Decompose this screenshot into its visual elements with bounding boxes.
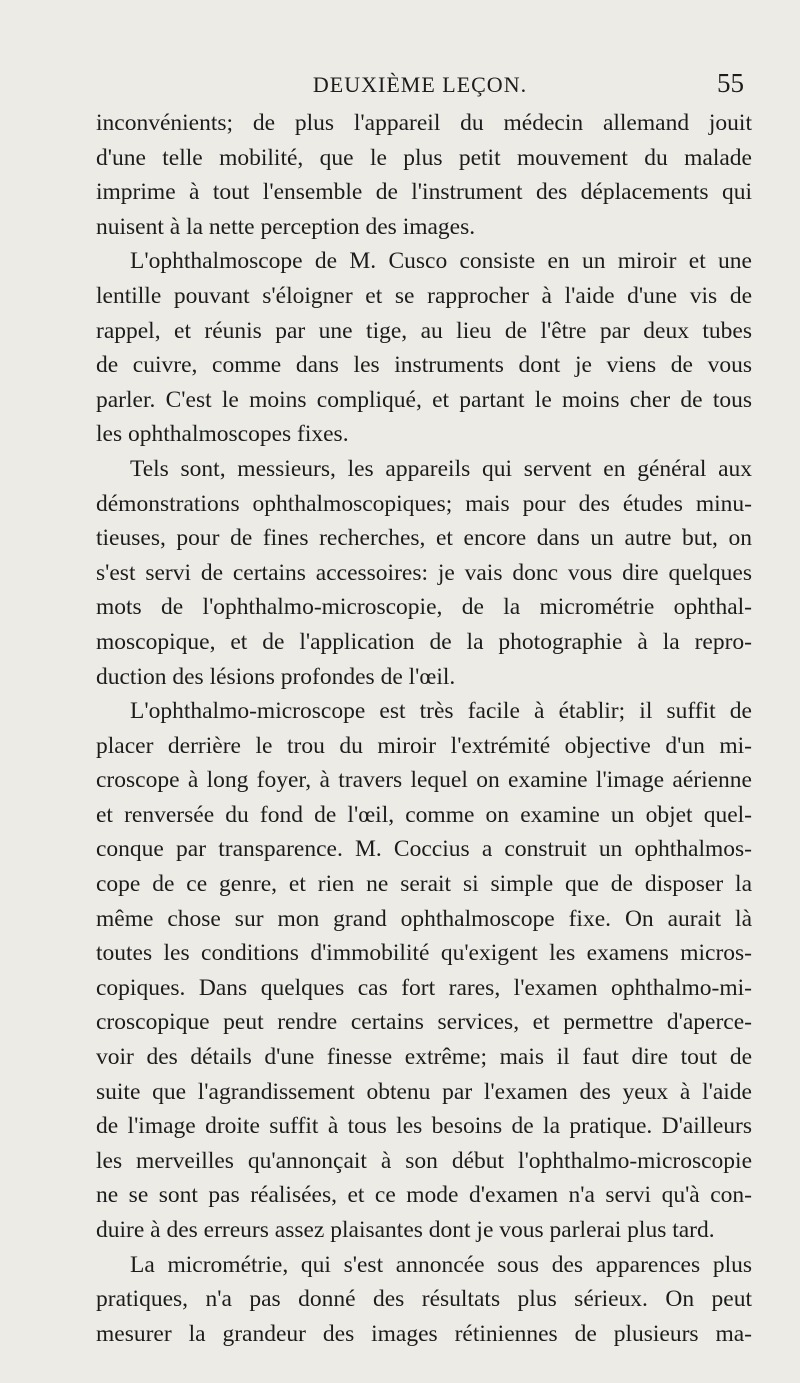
text-line: cope de ce genre, et rien ne serait si simple que de disposer la — [96, 871, 752, 898]
text-line: et renversée du fond de l'œil, comme on examine un objet quel- — [96, 801, 752, 828]
text-line: de cuivre, comme dans les instruments dont je viens de vous — [96, 352, 752, 379]
text-line: tieuses, pour de fines recherches, et encore dans un autre but, on — [96, 525, 752, 552]
page-number: 55 — [717, 68, 744, 98]
text-line: s'est servi de certains accessoires: je vais donc vous dire quelques — [96, 559, 752, 586]
paragraph-start-line: L'ophthalmo-microscope est très facile à établir; il suffit de — [130, 698, 752, 725]
chapter-heading: DEUXIÈME LEÇON. — [312, 72, 528, 97]
text-line: imprime à tout l'ensemble de l'instrument des déplacements qui — [96, 179, 752, 206]
text-line: suite que l'agrandissement obtenu par l'examen des yeux à l'aide — [96, 1078, 752, 1105]
text-line: démonstrations ophthalmoscopiques; mais pour des études minu- — [96, 490, 752, 517]
text-line: croscopique peut rendre certains services, et permettre d'aperce- — [96, 1009, 752, 1036]
text-line: croscope à long foyer, à travers lequel on examine l'image aérienne — [96, 767, 752, 794]
text-line: voir des détails d'une finesse extrême; mais il faut dire tout de — [96, 1044, 752, 1071]
text-line: toutes les conditions d'immobilité qu'exigent les examens micros- — [96, 940, 752, 967]
text-line: conque par transparence. M. Coccius a construit un ophthalmos- — [96, 836, 752, 863]
running-head — [96, 68, 744, 100]
text-line: parler. C'est le moins compliqué, et partant le moins cher de tous — [96, 386, 752, 413]
text-line: d'une telle mobilité, que le plus petit mouvement du malade — [96, 144, 752, 171]
text-line: placer derrière le trou du miroir l'extrémité objective d'un mi- — [96, 732, 752, 759]
paragraph-start-line: Tels sont, messieurs, les appareils qui servent en général aux — [130, 455, 752, 482]
text-line: moscopique, et de l'application de la photographie à la repro- — [96, 628, 752, 655]
body-text — [96, 106, 752, 1351]
text-line: rappel, et réunis par une tige, au lieu de l'être par deux tubes — [96, 317, 752, 344]
text-line: ne se sont pas réalisées, et ce mode d'examen n'a servi qu'à con- — [96, 1182, 752, 1209]
text-line: inconvénients; de plus l'appareil du médecin allemand jouit — [96, 110, 752, 136]
text-line: lentille pouvant s'éloigner et se rapprocher à l'aide d'une vis de — [96, 282, 752, 309]
text-line: mots de l'ophthalmo-microscopie, de la micrométrie ophthal- — [96, 594, 752, 621]
text-line: même chose sur mon grand ophthalmoscope fixe. On aurait là — [96, 905, 752, 932]
text-line: copiques. Dans quelques cas fort rares, l'examen ophthalmo-mi- — [96, 974, 752, 1001]
paragraph-end-line: les ophthalmoscopes fixes. — [96, 421, 349, 448]
paragraph-end-line: duire à des erreurs assez plaisantes dont je vous parlerai plus tard. — [96, 1217, 715, 1243]
paragraph-start-line: La micrométrie, qui s'est annoncée sous des apparences plus — [130, 1251, 752, 1278]
paragraph-start-line: L'ophthalmoscope de M. Cusco consiste en un miroir et une — [130, 248, 752, 275]
text-line: les merveilles qu'annonçait à son début l'ophthalmo-microscopie — [96, 1147, 752, 1174]
text-line: mesurer la grandeur des images rétiniennes de plusieurs ma- — [96, 1320, 752, 1347]
paragraph-end-line: duction des lésions profondes de l'œil. — [96, 663, 456, 690]
paragraph-end-line: nuisent à la nette perception des images. — [96, 213, 476, 240]
text-line: de l'image droite suffit à tous les besoins de la pratique. D'ailleurs — [96, 1113, 752, 1140]
text-line: pratiques, n'a pas donné des résultats plus sérieux. On peut — [96, 1286, 752, 1313]
